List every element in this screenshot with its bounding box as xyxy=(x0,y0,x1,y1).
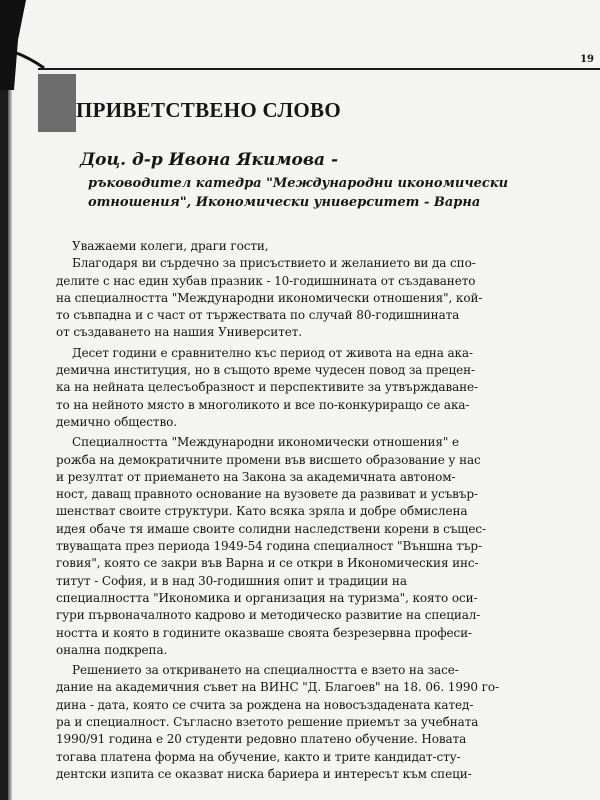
author-affiliation xyxy=(88,174,528,212)
text-line: то на нейното място в многоликото и все по-конкуриращо се ака- xyxy=(56,397,470,412)
text-line: ра и специалност. Съгласно взетото решение приемът за учебната xyxy=(56,715,479,730)
text-line: ността и която в годините оказваше своята безрезервна професи- xyxy=(56,625,472,640)
text-line: Уважаеми колеги, драги гости, xyxy=(72,239,269,253)
text-line: дентски изпита се оказват ниска бариера и интересът към специ- xyxy=(56,766,472,781)
text-line: дина - дата, която се счита за рождена на новосъздадената катед- xyxy=(56,697,474,712)
paragraph-4 xyxy=(56,662,594,783)
greeting xyxy=(56,238,594,255)
scan-edge-shadow xyxy=(0,0,8,800)
text-line: и резултат от приемането на Закона за академичната автоном- xyxy=(56,469,456,484)
text-line: Решението за откриването на специалността е взето на засе- xyxy=(72,663,459,678)
text-line: Десет години е сравнително къс период от живота на една ака- xyxy=(72,345,473,360)
text-line: делите с нас един хубав празник - 10-годишнината от създаването xyxy=(56,273,476,288)
text-line: тогава платена форма на обучение, както и трите кандидат-сту- xyxy=(56,749,461,764)
text-line: онална подкрепа. xyxy=(56,642,168,657)
affiliation-line: отношения", Икономически университет - Варна xyxy=(88,195,481,210)
text-line: ка на нейната целесъобразност и перспективите за утвърждаване- xyxy=(56,380,479,395)
text-line: гури първоначалното кадрово и методическо развитие на специал- xyxy=(56,608,481,623)
paragraph-2 xyxy=(56,345,594,431)
scan-edge-gradient xyxy=(8,0,12,800)
text-line: дание на академичния съвет на ВИНС "Д. Благоев" на 18. 06. 1990 го- xyxy=(56,680,499,695)
text-line: на специалността "Международни икономически отношения", кой- xyxy=(56,290,483,305)
text-line: титут - София, и в над 30-годишния опит и традиции на xyxy=(56,573,407,588)
title-accent-block xyxy=(38,74,76,132)
text-line: твуващата през периода 1949-54 година специалност "Външна тър- xyxy=(56,539,482,554)
text-line: то съвпадна и с част от тържествата по случай 80-годишнината xyxy=(56,308,460,323)
text-line: идея обаче тя имаше своите солидни наследствени корени в същес- xyxy=(56,521,486,536)
text-line: Благодаря ви сърдечно за присъствието и желанието ви да спо- xyxy=(72,256,476,271)
text-line: 1990/91 година е 20 студенти редовно платено обучение. Новата xyxy=(56,732,467,747)
text-line: шенстват своите структури. Като всяка зряла и добре обмислена xyxy=(56,504,468,519)
text-line: от създаването на нашия Университет. xyxy=(56,325,302,340)
page-number: 19 xyxy=(580,54,594,65)
text-line: демично общество. xyxy=(56,414,177,429)
affiliation-line: ръководител катедра "Международни икономически xyxy=(88,176,509,191)
text-line: рожба на демократичните промени във висшето образование у нас xyxy=(56,452,481,467)
text-line: демична институция, но в същото време чудесен повод за прецен- xyxy=(56,363,475,378)
text-line: специалността "Икономика и организация на туризма", която оси- xyxy=(56,590,478,605)
article-body xyxy=(56,238,594,783)
author-name: Доц. д-р Ивона Якимова - xyxy=(80,150,339,170)
text-line: говия", която се закри във Варна и се откри в Икономическия инс- xyxy=(56,556,479,571)
header-rule xyxy=(38,68,600,70)
text-line: ност, даващ правното основание на вузовете да развиват и усъвър- xyxy=(56,487,478,502)
text-line: Специалността "Международни икономически отношения" е xyxy=(72,435,460,450)
paragraph-1 xyxy=(56,255,594,341)
page-title: ПРИВЕТСТВЕНО СЛОВО xyxy=(76,98,341,122)
paragraph-3 xyxy=(56,434,594,659)
